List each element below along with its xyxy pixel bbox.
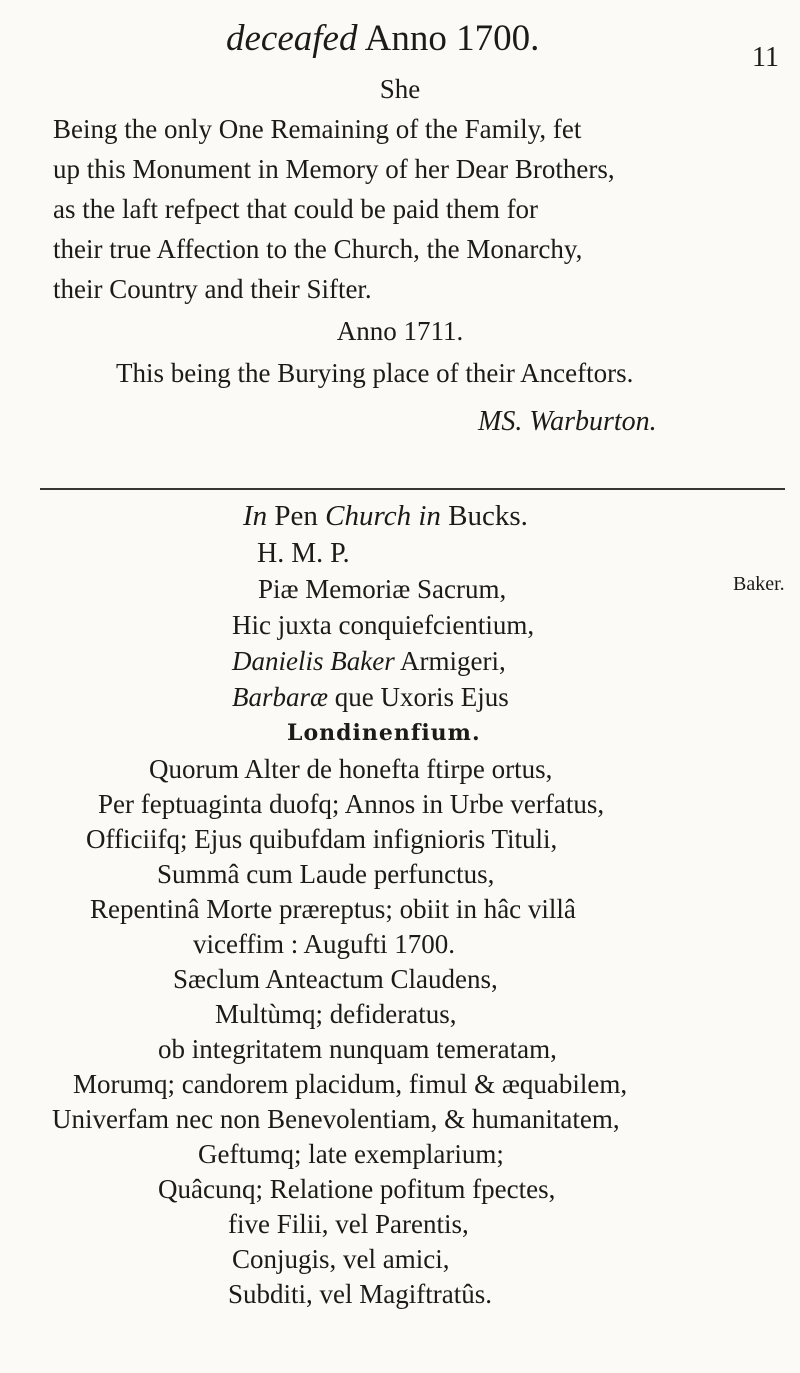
inscription-line: Subditi, vel Magiftratûs. [228,1279,492,1309]
inscription-line: Geftumq; late exemplarium; [198,1139,504,1169]
inscription-line: Piæ Memoriæ Sacrum, [258,574,507,604]
name-danielis: Danielis Baker [232,646,395,676]
heading-county: Bucks. [448,500,528,532]
inscription-line: Sæclum Anteactum Claudens, [173,964,498,994]
heading-place: Pen [274,500,318,532]
words-uxoris: que Uxoris Ejus [334,682,509,712]
first-item-line: their Country and their Sifter. [53,274,372,304]
inscription-line: Morumq; candorem placidum, fimul & æquabilem, [73,1069,628,1099]
heading-church: Church in [325,500,441,532]
first-item-line: up this Monument in Memory of her Dear Brothers, [53,154,615,184]
name-barbarae: Barbaræ [232,682,329,712]
inscription-line: Multùmq; defideratus, [215,999,457,1029]
section-heading [243,502,528,531]
inscription-line: ob integritatem nunquam temeratam, [158,1034,557,1064]
inscription-line: viceffim : Augufti 1700. [193,929,455,959]
inscription-line: Per feptuaginta duofq; Annos in Urbe verfatus, [98,789,605,819]
page-number: 11 [752,42,779,73]
inscription-line: Repentinâ Morte præreptus; obiit in hâc villâ [90,894,576,924]
word-armigeri: Armigeri, [399,646,506,676]
running-head-italic: deceafed [226,18,358,59]
inscription-line [232,684,509,711]
inscription-line: Hic juxta conquiefcientium, [232,610,535,640]
inscription-line [232,648,506,675]
inscription-line: Conjugis, vel amici, [232,1244,450,1274]
first-item-line: their true Affection to the Church, the Monarchy, [53,234,583,264]
section-divider [40,488,785,490]
source-citation: MS. Warburton. [478,406,657,437]
inscription-line: Univerfam nec non Benevolentiam, & humanitatem, [52,1104,620,1134]
first-item-line: Anno 1711. [336,316,464,346]
running-head-roman: Anno 1700. [364,18,540,59]
inscription-line: Quâcunq; Relatione pofitum fpectes, [158,1174,556,1204]
inscription-line: Officiifq; Ejus quibufdam infignioris Tituli, [86,824,558,854]
inscription-line: Quorum Alter de honefta ftirpe ortus, [149,754,553,784]
first-item-line: She [379,74,421,104]
inscription-line: H. M. P. [257,538,350,569]
heading-in: In [243,500,268,532]
first-item-line: Being the only One Remaining of the Family, fet [53,114,582,144]
inscription-line-blackletter: Londinenfium. [287,720,481,746]
inscription-line: five Filii, vel Parentis, [228,1209,469,1239]
running-head [226,20,539,57]
first-item-line: as the laft refpect that could be paid them for [53,194,539,224]
margin-note: Baker. [733,573,785,595]
inscription-line: Summâ cum Laude perfunctus, [157,859,495,889]
first-item-line: This being the Burying place of their Anceftors. [116,358,634,388]
